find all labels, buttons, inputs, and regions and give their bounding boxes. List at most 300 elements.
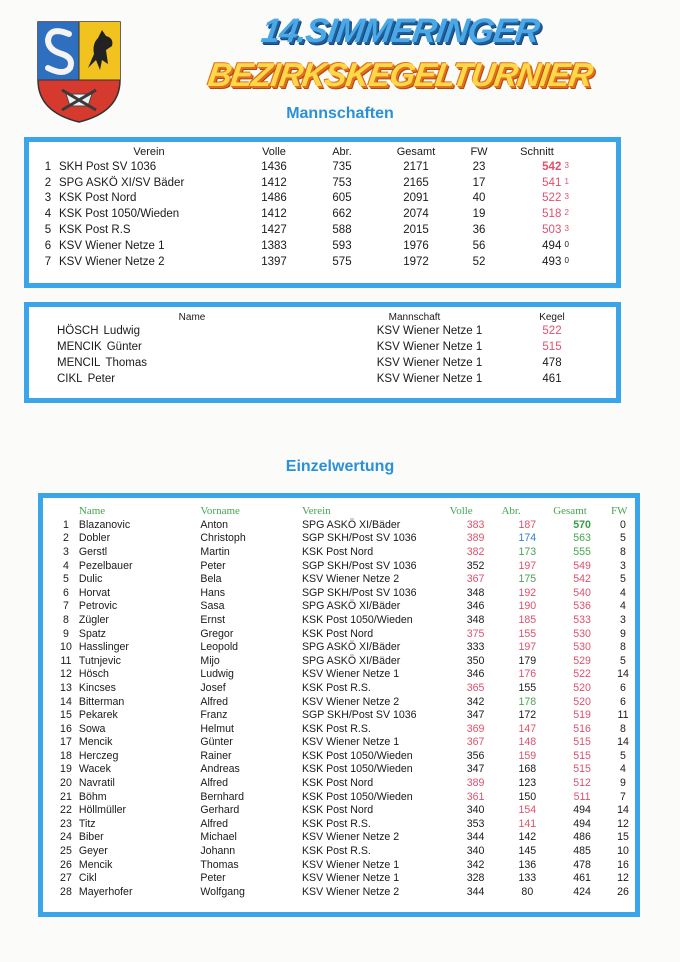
player-first-name: Ludwig <box>103 325 140 337</box>
individual-verein: KSV Wiener Netze 2 <box>301 573 400 586</box>
team-rank: 3 <box>44 192 52 205</box>
individual-rank: 28 <box>60 885 72 898</box>
individual-abr: 80 <box>521 885 534 898</box>
header-abr: Abr. <box>332 146 352 158</box>
individual-rank: 8 <box>62 613 69 626</box>
individual-gesamt: 522 <box>573 668 591 681</box>
individual-rank: 19 <box>60 763 72 776</box>
header-kegel: Kegel <box>539 311 565 323</box>
team-gesamt: 2015 <box>403 224 429 237</box>
individual-vorname: Franz <box>200 709 228 722</box>
individual-gesamt: 520 <box>573 695 591 708</box>
team-gesamt: 1976 <box>403 239 429 252</box>
individual-verein: KSK Post Nord <box>301 804 374 817</box>
individual-volle: 348 <box>466 586 485 599</box>
individual-fw: 12 <box>617 872 629 885</box>
team-fw: 17 <box>472 176 486 189</box>
individual-fw: 8 <box>620 641 626 654</box>
individual-fw: 26 <box>617 885 629 898</box>
team-name: SPG ASKÖ XI/SV Bäder <box>59 176 185 189</box>
individual-vorname: Günter <box>200 736 233 749</box>
team-schnitt <box>501 254 573 270</box>
individual-vorname: Sasa <box>200 600 225 613</box>
individual-row <box>53 681 635 695</box>
individual-abr: 154 <box>518 804 537 817</box>
individual-name: Tutnjevic <box>78 654 121 667</box>
individual-name: Zügler <box>78 613 109 626</box>
individual-name: Dobler <box>78 532 111 545</box>
individual-abr: 159 <box>518 749 537 762</box>
team-schnitt-value: 542 <box>542 160 562 173</box>
individual-vorname: Peter <box>200 872 226 885</box>
team-volle: 1412 <box>261 176 287 189</box>
individual-rank: 17 <box>60 736 72 749</box>
individual-abr: 178 <box>518 695 537 708</box>
individual-rank: 23 <box>60 817 72 830</box>
individual-vorname: Rainer <box>200 749 232 762</box>
individual-fw: 0 <box>620 518 626 531</box>
team-name: KSV Wiener Netze 1 <box>59 239 165 252</box>
individual-rank: 14 <box>60 695 72 708</box>
player-first-name: Thomas <box>105 357 147 369</box>
header-name: Name <box>178 311 206 323</box>
team-rank: 7 <box>44 255 52 268</box>
individual-volle: 340 <box>466 804 485 817</box>
individual-gesamt: 494 <box>573 804 591 817</box>
individual-vorname: Johann <box>200 845 236 858</box>
team-abr: 753 <box>332 176 352 189</box>
team-rank: 6 <box>44 239 52 252</box>
team-schnitt <box>501 206 573 222</box>
team-gesamt: 1972 <box>403 255 429 268</box>
individual-abr: 197 <box>518 641 537 654</box>
teams-section-title: Mannschaften <box>286 105 394 122</box>
individual-name: Mencik <box>78 736 113 749</box>
individual-rank: 10 <box>60 641 72 654</box>
tournament-title-line1: 14.SIMMERINGER <box>258 12 542 50</box>
individual-abr: 147 <box>518 722 537 735</box>
individual-volle: 375 <box>466 627 485 640</box>
individual-name: Biber <box>78 831 104 844</box>
individual-header-row <box>53 504 635 518</box>
individual-verein: KSK Post R.S. <box>301 817 371 830</box>
individual-volle: 383 <box>466 518 485 531</box>
individual-vorname: Gerhard <box>200 804 240 817</box>
individual-fw: 3 <box>620 613 626 626</box>
individual-verein: SGP SKH/Post SV 1036 <box>301 532 417 545</box>
team-abr: 575 <box>332 255 352 268</box>
individual-rank: 16 <box>60 722 72 735</box>
individual-rank: 27 <box>60 872 72 885</box>
team-fw: 36 <box>472 224 486 237</box>
individual-name: Geyer <box>78 845 108 858</box>
team-volle: 1486 <box>261 192 287 205</box>
individual-rank: 1 <box>62 518 69 531</box>
individual-volle: 361 <box>466 790 485 803</box>
header-gesamt: Gesamt <box>396 146 436 158</box>
individual-vorname: Anton <box>200 518 229 531</box>
individual-fw: 12 <box>617 817 629 830</box>
individual-abr: 192 <box>518 586 537 599</box>
individual-abr: 148 <box>518 736 537 749</box>
individual-vorname: Bernhard <box>200 790 244 803</box>
team-name: KSV Wiener Netze 2 <box>59 255 165 268</box>
individual-row <box>53 763 635 777</box>
team-fw: 52 <box>472 255 486 268</box>
individual-abr: 197 <box>518 559 537 572</box>
individual-fw: 14 <box>617 668 629 681</box>
individual-fw: 9 <box>620 777 626 790</box>
individual-volle: 347 <box>466 763 485 776</box>
individual-fw: 5 <box>620 749 626 762</box>
individual-verein: KSV Wiener Netze 1 <box>301 668 400 681</box>
individual-rank: 2 <box>62 532 69 545</box>
individual-name: Böhm <box>78 790 107 803</box>
individual-verein: KSK Post Nord <box>301 627 374 640</box>
team-name: SKH Post SV 1036 <box>59 160 157 173</box>
individual-gesamt: 555 <box>573 545 591 558</box>
individual-volle: 342 <box>466 695 485 708</box>
individual-abr: 175 <box>518 573 537 586</box>
teams-results-box <box>24 137 621 288</box>
individual-abr: 136 <box>518 858 537 871</box>
individual-verein: SPG ASKÖ XI/Bäder <box>301 654 401 667</box>
individual-name: Navratil <box>78 777 115 790</box>
teams-header-row <box>37 145 573 159</box>
header-fw: FW <box>611 505 628 517</box>
team-volle: 1397 <box>261 255 287 268</box>
individual-fw: 4 <box>620 586 626 599</box>
individual-vorname: Christoph <box>200 532 246 545</box>
individual-row <box>53 844 635 858</box>
individual-fw: 10 <box>617 845 629 858</box>
individual-verein: KSK Post Nord <box>301 545 374 558</box>
individual-row <box>53 600 635 614</box>
player-last-name: MENCIL <box>57 357 101 369</box>
player-name <box>57 339 327 355</box>
player-first-name: Peter <box>87 373 116 385</box>
team-schnitt <box>501 222 573 238</box>
team-schnitt <box>501 175 573 191</box>
individual-verein: KSV Wiener Netze 1 <box>301 736 400 749</box>
team-schnitt-sup: 3 <box>564 192 569 202</box>
team-gesamt: 2074 <box>403 208 429 221</box>
team-schnitt <box>501 238 573 254</box>
individual-volle: 382 <box>466 545 485 558</box>
player-kegel: 478 <box>542 357 562 369</box>
individual-gesamt: 530 <box>573 627 591 640</box>
individual-name: Höllmüller <box>78 804 126 817</box>
individual-row <box>53 668 635 682</box>
player-last-name: CIKL <box>57 373 83 385</box>
individual-volle: 352 <box>466 559 485 572</box>
individual-gesamt: 516 <box>573 722 591 735</box>
individual-volle: 389 <box>466 532 485 545</box>
individual-row <box>53 586 635 600</box>
individual-rank: 5 <box>62 573 69 586</box>
individual-rank: 9 <box>62 627 69 640</box>
team-volle: 1383 <box>261 239 287 252</box>
team-schnitt-sup: 0 <box>564 239 569 249</box>
individual-name: Herczeg <box>78 749 119 762</box>
team-row <box>37 254 573 270</box>
individual-verein: KSV Wiener Netze 1 <box>301 872 400 885</box>
individual-volle: 389 <box>466 777 485 790</box>
individual-vorname: Wolfgang <box>200 885 245 898</box>
team-volle: 1436 <box>261 160 287 173</box>
individual-row <box>53 640 635 654</box>
individual-gesamt: 542 <box>573 573 591 586</box>
team-schnitt <box>501 159 573 175</box>
individual-verein: KSV Wiener Netze 2 <box>301 831 400 844</box>
individual-volle: 350 <box>466 654 485 667</box>
individual-fw: 3 <box>620 559 626 572</box>
individual-vorname: Peter <box>200 559 226 572</box>
individual-row <box>53 695 635 709</box>
individual-fw: 8 <box>620 722 626 735</box>
player-team: KSV Wiener Netze 1 <box>376 325 483 337</box>
team-abr: 593 <box>332 239 352 252</box>
individual-gesamt: 515 <box>573 736 591 749</box>
individual-volle: 356 <box>466 749 485 762</box>
team-rank: 1 <box>44 160 52 173</box>
individual-rank: 25 <box>60 845 72 858</box>
team-schnitt-sup: 0 <box>564 255 569 265</box>
individual-rank: 13 <box>60 681 72 694</box>
individual-rank: 21 <box>60 790 72 803</box>
individual-fw: 5 <box>620 532 626 545</box>
team-name: KSK Post Nord <box>59 192 137 205</box>
individual-section-title: Einzelwertung <box>285 458 395 475</box>
player-row <box>57 339 602 355</box>
individual-abr: 142 <box>518 831 537 844</box>
individual-rank: 20 <box>60 777 72 790</box>
individual-gesamt: 424 <box>573 885 591 898</box>
individual-row <box>53 708 635 722</box>
team-schnitt <box>501 191 573 207</box>
individual-gesamt: 520 <box>573 681 591 694</box>
individual-vorname: Thomas <box>200 858 239 871</box>
team-rank: 2 <box>44 176 52 189</box>
team-gesamt: 2171 <box>403 160 429 173</box>
team-gesamt: 2165 <box>403 176 429 189</box>
individual-verein: KSV Wiener Netze 2 <box>301 885 400 898</box>
individual-volle: 347 <box>466 709 485 722</box>
individual-gesamt: 570 <box>573 518 591 531</box>
team-fw: 19 <box>472 208 486 221</box>
individual-gesamt: 512 <box>573 777 591 790</box>
player-name <box>57 355 327 371</box>
player-team: KSV Wiener Netze 1 <box>376 341 483 353</box>
individual-vorname: Leopold <box>200 641 239 654</box>
player-last-name: MENCIK <box>57 341 102 353</box>
header-volle: Volle <box>262 146 286 158</box>
header-mannschaft: Mannschaft <box>388 311 441 323</box>
individual-row <box>53 518 635 532</box>
individual-fw: 6 <box>620 695 626 708</box>
individual-volle: 348 <box>466 613 485 626</box>
team-schnitt-value: 503 <box>542 224 562 237</box>
individual-gesamt: 511 <box>573 790 591 803</box>
individual-rank: 3 <box>62 545 69 558</box>
team-players-box <box>24 302 621 403</box>
player-row <box>57 323 602 339</box>
individual-name: Pekarek <box>78 709 118 722</box>
individual-fw: 5 <box>620 654 626 667</box>
individual-fw: 7 <box>620 790 626 803</box>
individual-abr: 150 <box>518 790 537 803</box>
team-schnitt-sup: 3 <box>564 224 569 234</box>
individual-fw: 14 <box>617 804 629 817</box>
individual-name: Petrovic <box>78 600 118 613</box>
individual-vorname: Hans <box>200 586 226 599</box>
individual-verein: KSK Post 1050/Wieden <box>301 790 413 803</box>
team-schnitt-sup: 1 <box>564 176 569 186</box>
individual-volle: 344 <box>466 831 485 844</box>
individual-gesamt: 485 <box>573 845 591 858</box>
individual-rank: 24 <box>60 831 72 844</box>
header-fw: FW <box>470 146 488 158</box>
individual-rank: 22 <box>60 804 72 817</box>
individual-gesamt: 536 <box>573 600 591 613</box>
individual-vorname: Andreas <box>200 763 240 776</box>
individual-verein: SGP SKH/Post SV 1036 <box>301 559 417 572</box>
individual-abr: 174 <box>518 532 537 545</box>
individual-name: Sowa <box>78 722 106 735</box>
individual-volle: 367 <box>466 573 485 586</box>
individual-name: Mayerhofer <box>78 885 133 898</box>
individual-row <box>53 559 635 573</box>
individual-fw: 15 <box>617 831 629 844</box>
individual-abr: 155 <box>518 681 537 694</box>
individual-abr: 168 <box>518 763 537 776</box>
individual-name: Cikl <box>78 872 97 885</box>
individual-fw: 5 <box>620 573 626 586</box>
individual-row <box>53 532 635 546</box>
individual-abr: 133 <box>518 872 537 885</box>
individual-row <box>53 817 635 831</box>
tournament-title-line2: BEZIRKSKEGELTURNIER <box>205 56 595 93</box>
individual-fw: 8 <box>620 545 626 558</box>
team-row <box>37 191 573 207</box>
individual-abr: 172 <box>518 709 537 722</box>
team-abr: 605 <box>332 192 352 205</box>
individual-gesamt: 515 <box>573 763 591 776</box>
player-last-name: HÖSCH <box>57 325 99 337</box>
player-name <box>57 371 327 387</box>
individual-verein: KSK Post 1050/Wieden <box>301 613 413 626</box>
individual-vorname: Helmut <box>200 722 234 735</box>
player-kegel: 515 <box>542 341 562 353</box>
individual-volle: 346 <box>466 668 485 681</box>
individual-gesamt: 486 <box>573 831 591 844</box>
individual-gesamt: 540 <box>573 586 591 599</box>
individual-fw: 16 <box>617 858 629 871</box>
individual-vorname: Bela <box>200 573 222 586</box>
individual-row <box>53 545 635 559</box>
team-abr: 662 <box>332 208 352 221</box>
individual-volle: 365 <box>466 681 485 694</box>
individual-volle: 340 <box>466 845 485 858</box>
individual-row <box>53 831 635 845</box>
individual-verein: SPG ASKÖ XI/Bäder <box>301 600 401 613</box>
individual-name: Spatz <box>78 627 106 640</box>
individual-name: Hasslinger <box>78 641 129 654</box>
individual-verein: SGP SKH/Post SV 1036 <box>301 709 417 722</box>
individual-gesamt: 563 <box>573 532 591 545</box>
team-row <box>37 222 573 238</box>
team-volle: 1412 <box>261 208 287 221</box>
team-row <box>37 175 573 191</box>
player-first-name: Günter <box>106 341 142 353</box>
individual-name: Horvat <box>78 586 111 599</box>
individual-row <box>53 572 635 586</box>
team-abr: 588 <box>332 224 352 237</box>
individual-volle: 333 <box>466 641 485 654</box>
team-schnitt-sup: 2 <box>564 208 569 218</box>
individual-gesamt: 515 <box>573 749 591 762</box>
team-schnitt-value: 522 <box>542 192 562 205</box>
individual-abr: 187 <box>518 518 537 531</box>
individual-gesamt: 478 <box>573 858 591 871</box>
player-kegel: 522 <box>542 325 562 337</box>
individual-name: Mencik <box>78 858 113 871</box>
individual-name: Gerstl <box>78 545 108 558</box>
team-row <box>37 206 573 222</box>
individual-volle: 353 <box>466 817 485 830</box>
individual-table <box>53 504 635 899</box>
individual-abr: 155 <box>518 627 537 640</box>
individual-row <box>53 654 635 668</box>
individual-fw: 9 <box>620 627 626 640</box>
individual-name: Titz <box>78 817 96 830</box>
players-header-row <box>57 311 602 323</box>
individual-volle: 344 <box>466 885 485 898</box>
individual-volle: 369 <box>466 722 485 735</box>
individual-name: Pezelbauer <box>78 559 133 572</box>
header-gesamt: Gesamt <box>553 505 587 517</box>
player-team: KSV Wiener Netze 1 <box>376 357 483 369</box>
team-schnitt-value: 518 <box>542 208 562 221</box>
individual-abr: 145 <box>518 845 537 858</box>
individual-rank: 7 <box>62 600 69 613</box>
individual-gesamt: 529 <box>573 654 591 667</box>
individual-name: Blazanovic <box>78 518 131 531</box>
team-abr: 735 <box>332 160 352 173</box>
individual-rank: 12 <box>60 668 72 681</box>
team-schnitt-sup: 3 <box>564 160 569 170</box>
individual-verein: KSK Post Nord <box>301 777 374 790</box>
individual-vorname: Ernst <box>200 613 226 626</box>
individual-fw: 4 <box>620 763 626 776</box>
individual-verein: SPG ASKÖ XI/Bäder <box>301 518 401 531</box>
team-rank: 5 <box>44 224 52 237</box>
individual-rank: 18 <box>60 749 72 762</box>
individual-verein: KSK Post R.S. <box>301 845 371 858</box>
individual-gesamt: 494 <box>573 817 591 830</box>
teams-table <box>37 145 573 270</box>
individual-fw: 4 <box>620 600 626 613</box>
individual-row <box>53 858 635 872</box>
player-row <box>57 355 602 371</box>
team-rank: 4 <box>44 208 52 221</box>
player-team: KSV Wiener Netze 1 <box>376 373 483 385</box>
header-abr: Abr. <box>501 505 521 517</box>
header-name: Name <box>78 505 106 517</box>
individual-vorname: Alfred <box>200 695 229 708</box>
individual-verein: KSK Post R.S. <box>301 722 371 735</box>
individual-verein: KSK Post 1050/Wieden <box>301 749 413 762</box>
